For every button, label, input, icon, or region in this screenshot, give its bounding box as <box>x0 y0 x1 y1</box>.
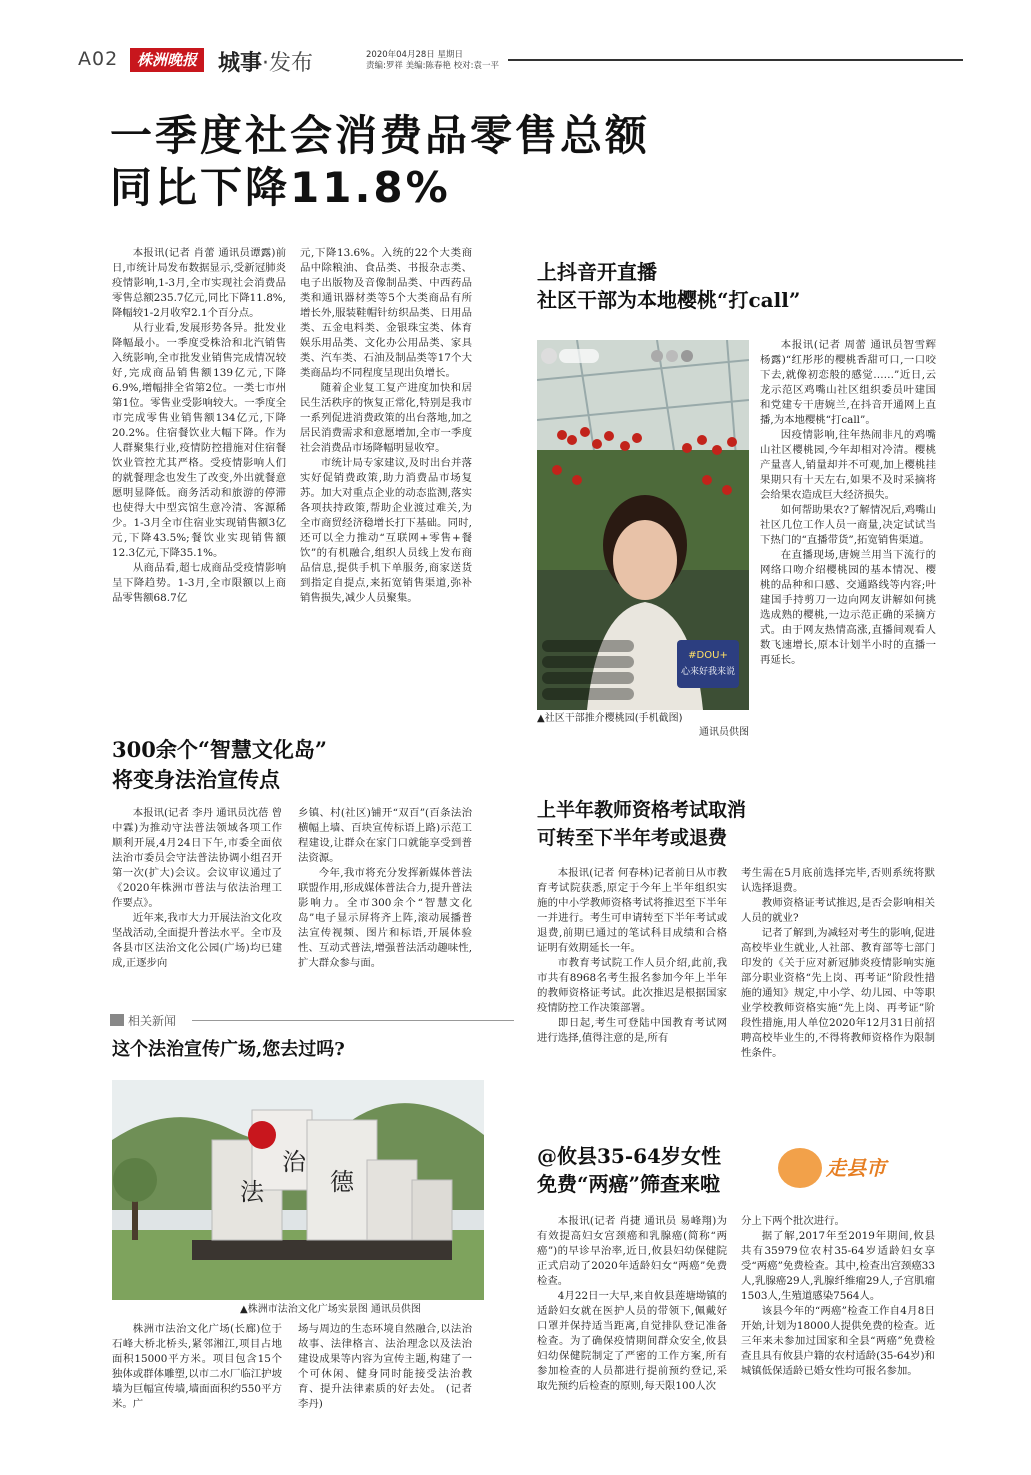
handshake-heart-icon <box>778 1148 822 1188</box>
related-arrow-icon <box>110 1014 124 1026</box>
section-dot: · <box>262 51 270 76</box>
exam-headline-line2: 可转至下半年考或退费 <box>537 827 728 849</box>
law-plaza-caption: ▲株洲市法治文化广场实景图 通讯员供图 <box>240 1304 421 1315</box>
paragraph: 今年,我市将充分发挥新媒体普法联盟作用,形成媒体普法合力,提升普法影响力。全市300余个“智慧文化岛”电子显示屏将齐上阵,滚动展播普法宣传视频、图片和标语,开展体验性、互动式普法,增强普法活动趣味性,扩大群众参与面。 <box>298 867 472 969</box>
section-sub: 发布 <box>269 51 314 76</box>
sculpture-char-3: 德 <box>330 1168 354 1196</box>
lead-headline <box>110 110 650 214</box>
related-tag-label: 相关新闻 <box>128 1014 177 1028</box>
paragraph: 该县今年的“两癌”检查工作自4月8日开始,计划为18000人提供免费的检查。近三年来未参加过国家和全县“两癌”免费检查且具有攸县户籍的农村适龄(35-64岁)和城镇低保适龄已婚女性均可报名参加。 <box>741 1305 935 1377</box>
screening-column-1 <box>537 1214 727 1450</box>
paragraph: 即日起,考生可登陆中国教育考试网进行选择,值得注意的是,所有 <box>537 1017 727 1044</box>
lead-headline-line1: 一季度社会消费品零售总额 <box>110 111 651 160</box>
exam-column-1 <box>537 866 727 1098</box>
related-rule <box>192 1020 514 1021</box>
section-title <box>218 46 313 77</box>
law-plaza-photo <box>112 1080 484 1300</box>
related-column-1 <box>112 1322 282 1432</box>
paragraph: 在直播现场,唐婉兰用当下流行的网络口吻介绍樱桃园的基本情况、樱桃的品种和口感、交通路线等内容;叶建国手持剪刀一边向网友讲解如何挑选成熟的樱桃,一边示范正确的采摘方式。由于网友热情高涨,直播间观看人数飞速增长,原本计划半小时的直播一再延长。 <box>760 549 936 666</box>
paragraph: 本报讯(记者 肖蕾 通讯员谭露)前日,市统计局发布数据显示,受新冠肺炎疫情影响,1-3月,全市实现社会消费品零售总额235.7亿元,同比下降11.8%,降幅较1-2月收窄2.1个百分点。 <box>112 247 286 319</box>
lead-column-1 <box>112 246 286 686</box>
issue-meta <box>366 50 499 72</box>
paragraph: 教师资格证考试推迟,是否会影响相关人员的就业? <box>741 897 935 924</box>
paragraph: 本报讯(记者 肖捷 通讯员 易峰翔)为有效提高妇女宫颈癌和乳腺癌(简称“两癌”)的早诊早治率,近日,攸县妇幼保健院正式启动了2020年适龄妇女“两癌”免费检查。 <box>537 1215 727 1287</box>
newspaper-logo: 株洲晚报 <box>130 48 204 72</box>
paragraph: 随着企业复工复产进度加快和居民生活秩序的恢复正常化,特别是我市一系列促进消费政策的出台落地,加之居民消费需求和意愿增加,全市一季度社会消费品市场降幅明显收窄。 <box>300 382 472 454</box>
lead-headline-line2: 同比下降11.8% <box>110 163 451 212</box>
lead-column-2 <box>300 246 472 686</box>
paragraph: 从商品看,超七成商品受疫情影响呈下降趋势。1-3月,全市限额以上商品零售额68.7亿 <box>112 562 286 604</box>
culture-headline-line1: 300余个“智慧文化岛” <box>112 737 327 762</box>
cherry-livestream-photo <box>537 340 749 710</box>
dou-brand-text: #DOU+ <box>688 650 728 661</box>
culture-column-1 <box>112 806 282 1002</box>
culture-headline-line2: 将变身法治宣传点 <box>112 767 280 792</box>
screening-headline-line2: 免费“两癌”筛查来啦 <box>537 1172 721 1196</box>
screening-column-2 <box>741 1214 935 1450</box>
header-rule <box>508 59 963 61</box>
related-headline: 这个法治宣传广场,您去过吗? <box>112 1039 345 1060</box>
paragraph: 元,下降13.6%。入统的22个大类商品中除粮油、食品类、书报杂志类、电子出版物及音像制品类、中西药品类和通讯器材类等5个大类商品有所增长外,服装鞋帽针纺织品类、日用品类、五金电料类、金银珠宝类、体育娱乐用品类、文化办公用品类、家具类、汽车类、石油及制品类等17个大类商品均不同程度呈现出负增长。 <box>300 247 472 379</box>
paragraph: 本报讯(记者 李丹 通讯员沈蓓 曾中霖)为推动守法普法领域各项工作顺利开展,4月24日下午,市委全面依法治市委员会守法普法协调小组召开第一次(扩大)会议。会议审议通过了《2020年株洲市普法与依法治理工作要点》。 <box>112 807 282 909</box>
paragraph: 本报讯(记者 何春林)记者前日从市教育考试院获悉,原定于今年上半年组织实施的中小学教师资格考试将推迟至下半年一并进行。考生可申请转至下半年考试或退费,前期已通过的笔试科目成绩和合格证明有效期延长一年。 <box>537 867 727 954</box>
paragraph: 近年来,我市大力开展法治文化攻坚战活动,全面提升普法水平。全市及各县市区法治文化公园(广场)均已建成,正逐步向 <box>112 912 282 969</box>
county-badge-label: 走县市 <box>826 1156 886 1180</box>
paragraph: 从行业看,发展形势各异。批发业降幅最小。一季度受株洽和北汽销售入统影响,全市批发业销售完成情况较好,完成商品销售额139亿元,下降6.9%,增幅排全省第2位。一类七市州第1位。零售业受影响较大。一季度全市完成零售业销售额134亿元,下降20.2%。住宿餐饮业大幅下降。作为人群聚集行业,疫情防控措施对住宿餐饮业管控尤其严格。受疫情影响人们的就餐理念也发生了改变,外出就餐意愿明显降低。商务活动和旅游的停滞也使得大中型宾馆生意冷清、客源稀少。1-3月全市住宿业实现销售额3亿元,下降43.5%;餐饮业实现销售额12.3亿元,下降35.1%。 <box>112 322 286 559</box>
cherry-headline-line1: 上抖音开直播 <box>537 260 657 284</box>
related-news-tag <box>110 1012 176 1029</box>
paragraph: 考生需在5月底前选择完毕,否则系统将默认选择退费。 <box>741 867 935 894</box>
exam-headline-line1: 上半年教师资格考试取消 <box>537 799 747 821</box>
paragraph: 场与周边的生态环境自然融合,以法治故事、法律格言、法治理念以及法治建设成果等内容为宣传主题,构建了一个可休闲、健身同时能接受法治教育、提升法律素质的好去处。 (记者 李丹) <box>298 1323 472 1410</box>
paragraph: 记者了解到,为减轻对考生的影响,促进高校毕业生就业,人社部、教育部等七部门印发的《关于应对新冠肺炎疫情影响实施部分职业资格“先上岗、再考证”阶段性措施的通知》规定,中小学、幼儿园、中等职业学校教师资格实施“先上岗、再考证”阶段性措施,用人单位2020年12月31日前招聘高校毕业生的,不得将教师资格作为限制性条件。 <box>741 927 935 1059</box>
paragraph: 因疫情影响,往年热闹非凡的鸡嘴山社区樱桃园,今年却相对冷清。樱桃产量喜人,销量却并不可观,加上樱桃挂果期只有十天左右,如果不及时采摘将会给果农造成巨大经济损失。 <box>760 429 936 501</box>
paragraph: 市统计局专家建议,及时出台并落实好促销费政策,助力消费品市场复苏。加大对重点企业的动态监测,落实各项扶持政策,帮助企业渡过难关,为全市商贸经济稳增长打下基础。同时,还可以全力推动“互联网+零售+餐饮”的有机融合,组织人员线上发布商品信息,提供手机下单服务,商家送货到指定自提点,来拓宽销售渠道,弥补销售损失,减少人员聚集。 <box>300 457 472 604</box>
county-badge <box>778 1148 918 1188</box>
issue-date: 2020年04月28日 星期日 <box>366 50 463 60</box>
screening-headline-line1: @攸县35-64岁女性 <box>537 1144 721 1168</box>
screening-headline <box>537 1142 721 1198</box>
issue-staff: 责编:罗祥 美编:陈春艳 校对:袁一平 <box>366 61 499 71</box>
paragraph: 据了解,2017年至2019年期间,攸县共有35979位农村35-64岁适龄妇女享受“两癌”免费检查。其中,检查出宫颈癌33人,乳腺癌29人,乳腺纤维瘤29人,子宫肌瘤1503人,生殖道感染7564人。 <box>741 1230 935 1302</box>
paragraph: 株洲市法治文化广场(长廊)位于石峰大桥北桥头,紧邻湘江,项目占地面积15000平方米。项目包含15个独体或群体雕塑,以市二水厂临江护坡墙为巨幅宣传墙,墙面面积约550平方米。广 <box>112 1323 282 1410</box>
page-header <box>78 44 968 84</box>
cherry-caption-line2: 通讯员供图 <box>699 727 749 738</box>
cherry-headline-line2: 社区干部为本地樱桃“打call” <box>537 288 801 312</box>
paragraph: 分上下两个批次进行。 <box>741 1215 845 1227</box>
cherry-body <box>760 338 936 748</box>
sculpture-char-1: 法 <box>240 1178 264 1206</box>
paragraph: 如何帮助果农?了解情况后,鸡嘴山社区几位工作人员一商量,决定试试当下热门的“直播带货”,拓宽销售渠道。 <box>760 504 936 546</box>
exam-column-2 <box>741 866 935 1098</box>
cherry-caption-line1: ▲社区干部推介樱桃园(手机截图) <box>537 713 683 724</box>
paragraph: 乡镇、村(社区)铺开“双百”(百条法治横幅上墙、百块宣传标语上路)示范工程建设,让群众在家门口就能享受到普法资源。 <box>298 807 472 864</box>
cherry-headline <box>537 258 800 314</box>
paragraph: 4月22日一大早,来自攸县莲塘坳镇的适龄妇女就在医护人员的带领下,佩戴好口罩并保持适当距离,自觉排队登记准备检查。为了确保疫情期间群众安全,攸县妇幼保健院制定了严密的工作方案,所有参加检查的人员都进行提前预约登记,采取先预约后检查的原则,每天限100人次 <box>537 1290 727 1392</box>
dou-slogan-text: 心来好我来说 <box>680 667 736 677</box>
culture-headline <box>112 735 327 795</box>
law-plaza-image <box>112 1080 484 1300</box>
exam-headline <box>537 796 746 852</box>
sculpture-char-2: 治 <box>282 1148 306 1176</box>
culture-column-2 <box>298 806 472 1002</box>
cherry-photo-caption <box>537 712 749 740</box>
section-main: 城事 <box>218 51 263 76</box>
paragraph: 本报讯(记者 周蕾 通讯员智雪辉 杨露)“红彤彤的樱桃香甜可口,一口咬下去,就像初恋般的感觉……”近日,云龙示范区鸡嘴山社区组织委员叶建国和党建专干唐婉兰,在抖音开通网上直播,为本地樱桃“打call”。 <box>760 339 936 426</box>
paragraph: 市教育考试院工作人员介绍,此前,我市共有8968名考生报名参加今年上半年的教师资格证考试。此次推迟是根据国家疫情防控工作决策部署。 <box>537 957 727 1014</box>
related-column-2 <box>298 1322 472 1432</box>
page-number: A02 <box>78 48 119 70</box>
livestream-screenshot <box>537 340 749 710</box>
